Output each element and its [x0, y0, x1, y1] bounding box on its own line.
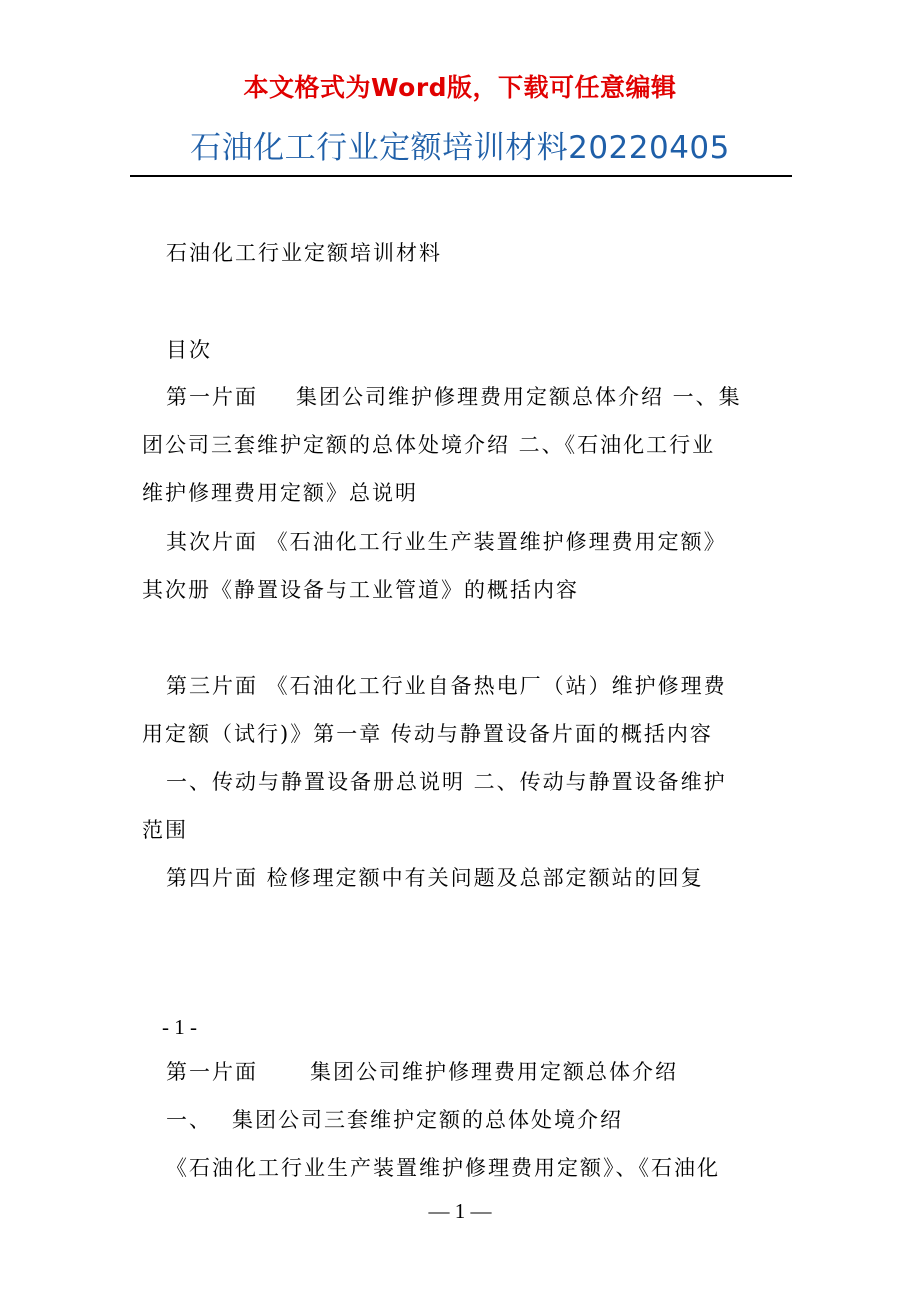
toc-part1-line3: 维护修理费用定额》总说明: [142, 481, 418, 505]
toc-part3-line1: 第三片面 《石油化工行业自备热电厂（站）维护修理费: [166, 674, 727, 698]
document-title: 石油化工行业定额培训材料20220405: [190, 130, 730, 166]
section1-1-heading: [166, 1105, 816, 1135]
title-divider: [130, 175, 792, 177]
section1-1-title: 集团公司三套维护定额的总体处境介绍: [232, 1108, 623, 1132]
body-paragraph-start: 《石油化工行业生产装置维护修理费用定额》、《石油化: [166, 1156, 720, 1180]
toc-part4-line1: 第四片面 检修理定额中有关问题及总部定额站的回复: [166, 866, 704, 890]
section1-head: 第一片面: [166, 1060, 258, 1084]
section1-1-num: 一、: [166, 1108, 212, 1132]
toc-part2-line1: 其次片面 《石油化工行业生产装置维护修理费用定额》: [166, 530, 727, 554]
toc-label: 目次: [166, 338, 212, 362]
section1-title: 集团公司维护修理费用定额总体介绍: [310, 1060, 678, 1084]
toc-part1-head: 第一片面: [166, 385, 258, 409]
toc-part1-line1: [166, 382, 816, 412]
toc-part1-line2: 团公司三套维护定额的总体处境介绍 二、《石油化工行业: [142, 433, 716, 457]
section1-heading: [166, 1057, 816, 1087]
body-heading: 石油化工行业定额培训材料: [166, 241, 442, 265]
toc-part3-line4: 范围: [142, 818, 188, 842]
toc-part2-line2: 其次册《静置设备与工业管道》的概括内容: [142, 578, 579, 602]
toc-part3-line3: 一、传动与静置设备册总说明 二、传动与静置设备维护: [166, 770, 727, 794]
toc-part1-text: 集团公司维护修理费用定额总体介绍 一、集: [296, 385, 742, 409]
toc-part3-line2: 用定额（试行)》第一章 传动与静置设备片面的概括内容: [142, 722, 713, 746]
download-banner: 本文格式为Word版，下载可任意编辑: [243, 73, 677, 102]
footer-page-number: — 1 —: [428, 1199, 492, 1223]
inline-page-marker: - 1 -: [162, 1015, 197, 1039]
